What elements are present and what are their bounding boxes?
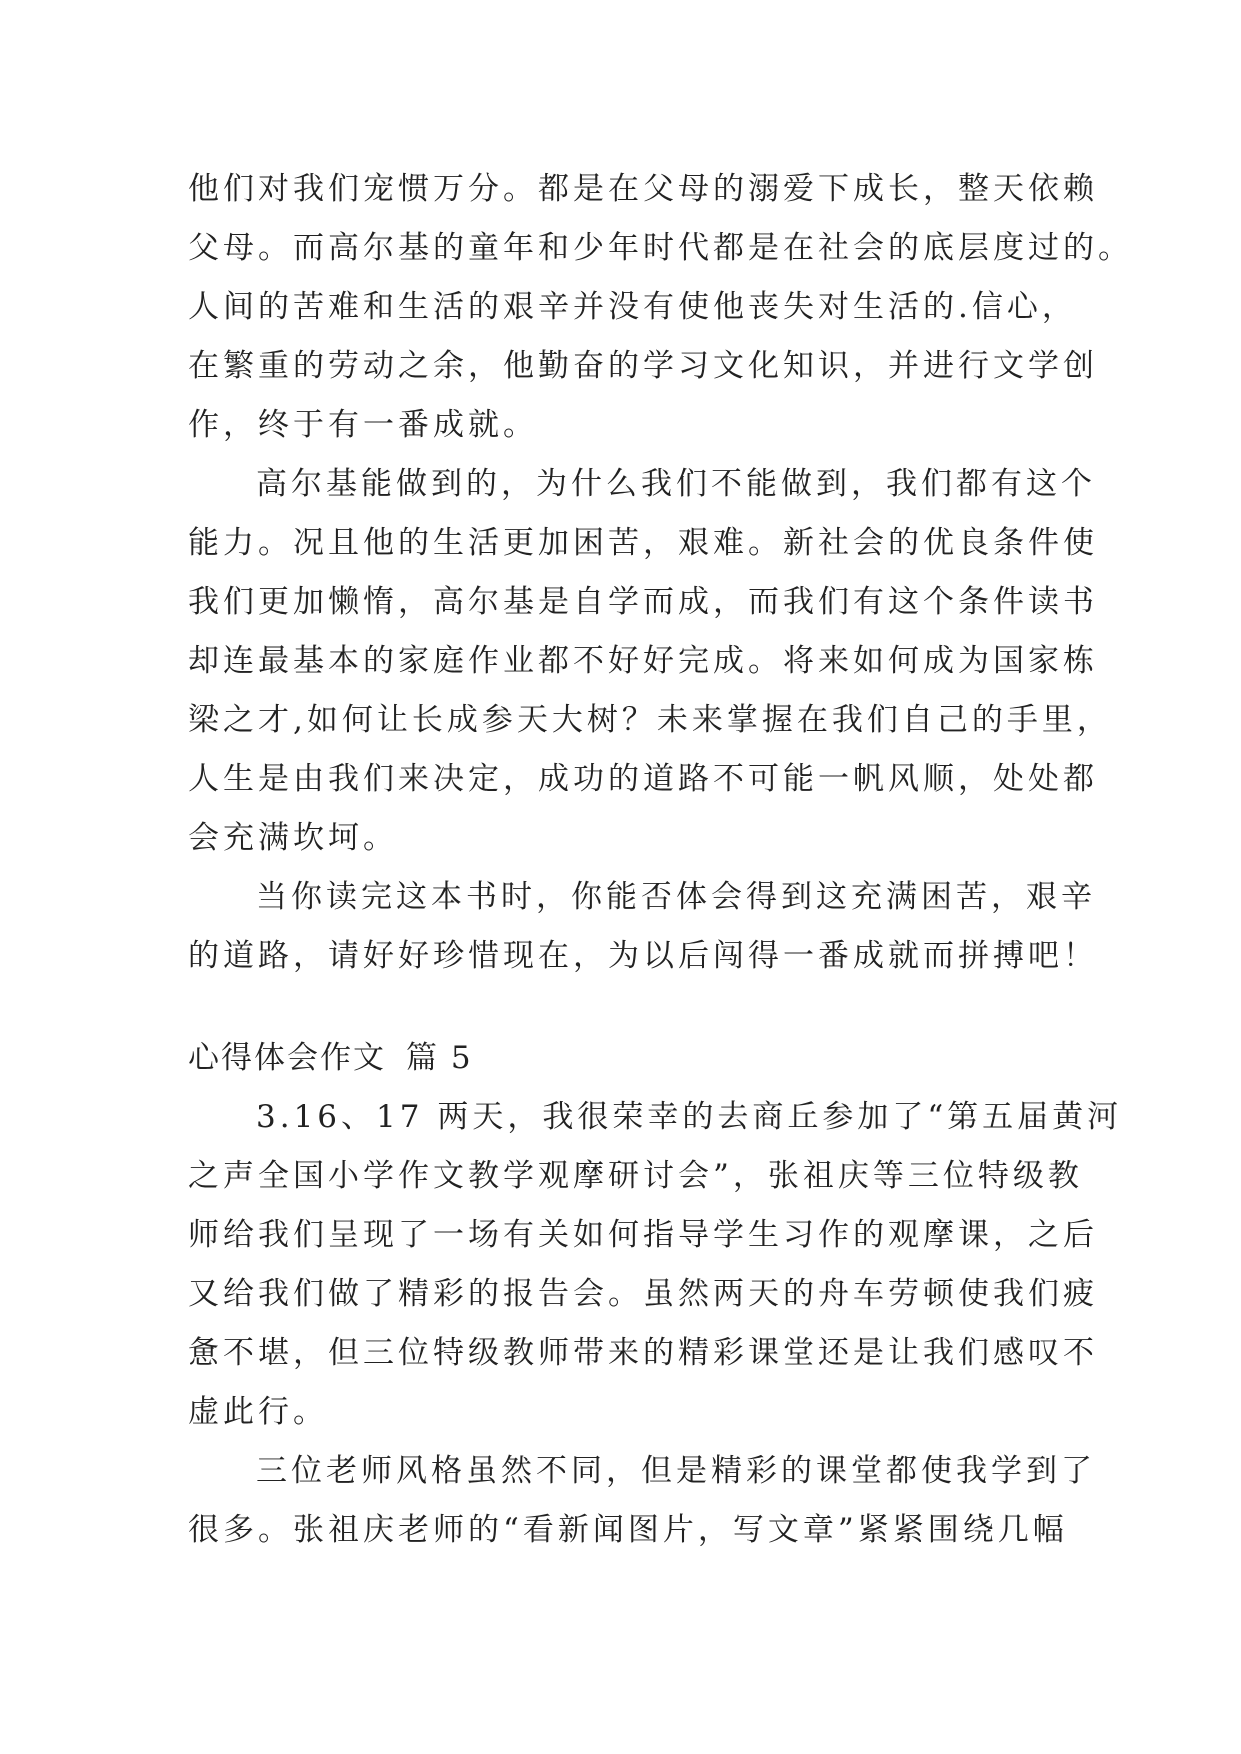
text-line: 梁之才,如何让长成参天大树？未来掌握在我们自己的手里， (188, 702, 1112, 738)
text-line: 虚此行。 (188, 1394, 328, 1430)
section-heading (188, 1029, 1088, 1088)
document-body (188, 160, 1133, 1560)
text-line: 人生是由我们来决定，成功的道路不可能一帆风顺，处处都 (188, 761, 1098, 797)
section-number: 篇 5 (406, 1040, 473, 1076)
text-line: 惫不堪，但三位特级教师带来的精彩课堂还是让我们感叹不 (188, 1335, 1098, 1371)
text-line: 三位老师风格虽然不同，但是精彩的课堂都使我学到了 (256, 1453, 1096, 1489)
text-line: 我们更加懒惰，高尔基是自学而成，而我们有这个条件读书 (188, 584, 1098, 620)
text-line: 高尔基能做到的，为什么我们不能做到，我们都有这个 (256, 466, 1096, 502)
paragraph (188, 160, 1133, 455)
section-title: 心得体会作文 (188, 1040, 386, 1076)
text-line: 师给我们呈现了一场有关如何指导学生习作的观摩课，之后 (188, 1217, 1098, 1253)
text-line: 能力。况且他的生活更加困苦，艰难。新社会的优良条件使 (188, 525, 1098, 561)
text-line: 很多。张祖庆老师的“看新闻图片，写文章”紧紧围绕几幅 (188, 1512, 1068, 1548)
paragraph (188, 455, 1112, 868)
text-line: 又给我们做了精彩的报告会。虽然两天的舟车劳顿使我们疲 (188, 1276, 1098, 1312)
paragraph (188, 1088, 1123, 1442)
text-line: 在繁重的劳动之余，他勤奋的学习文化知识，并进行文学创 (188, 348, 1098, 384)
paragraph (188, 868, 1098, 986)
text-line: 他们对我们宠惯万分。都是在父母的溺爱下成长，整天依赖 (188, 171, 1098, 207)
text-line: 之声全国小学作文教学观摩研讨会”，张祖庆等三位特级教 (188, 1158, 1083, 1194)
text-line: 会充满坎坷。 (188, 820, 398, 856)
paragraph (188, 1442, 1096, 1560)
text-line: 人间的苦难和生活的艰辛并没有使他丧失对生活的.信心， (188, 289, 1077, 325)
text-line: 作，终于有一番成就。 (188, 407, 538, 443)
text-line: 父母。而高尔基的童年和少年时代都是在社会的底层度过的。 (188, 230, 1133, 266)
text-line: 3.16、17 两天，我很荣幸的去商丘参加了“第五届黄河 (256, 1099, 1123, 1135)
text-line: 却连最基本的家庭作业都不好好完成。将来如何成为国家栋 (188, 643, 1098, 679)
text-line: 的道路，请好好珍惜现在，为以后闯得一番成就而拼搏吧！ (188, 938, 1098, 974)
text-line: 当你读完这本书时，你能否体会得到这充满困苦，艰辛 (256, 879, 1096, 915)
